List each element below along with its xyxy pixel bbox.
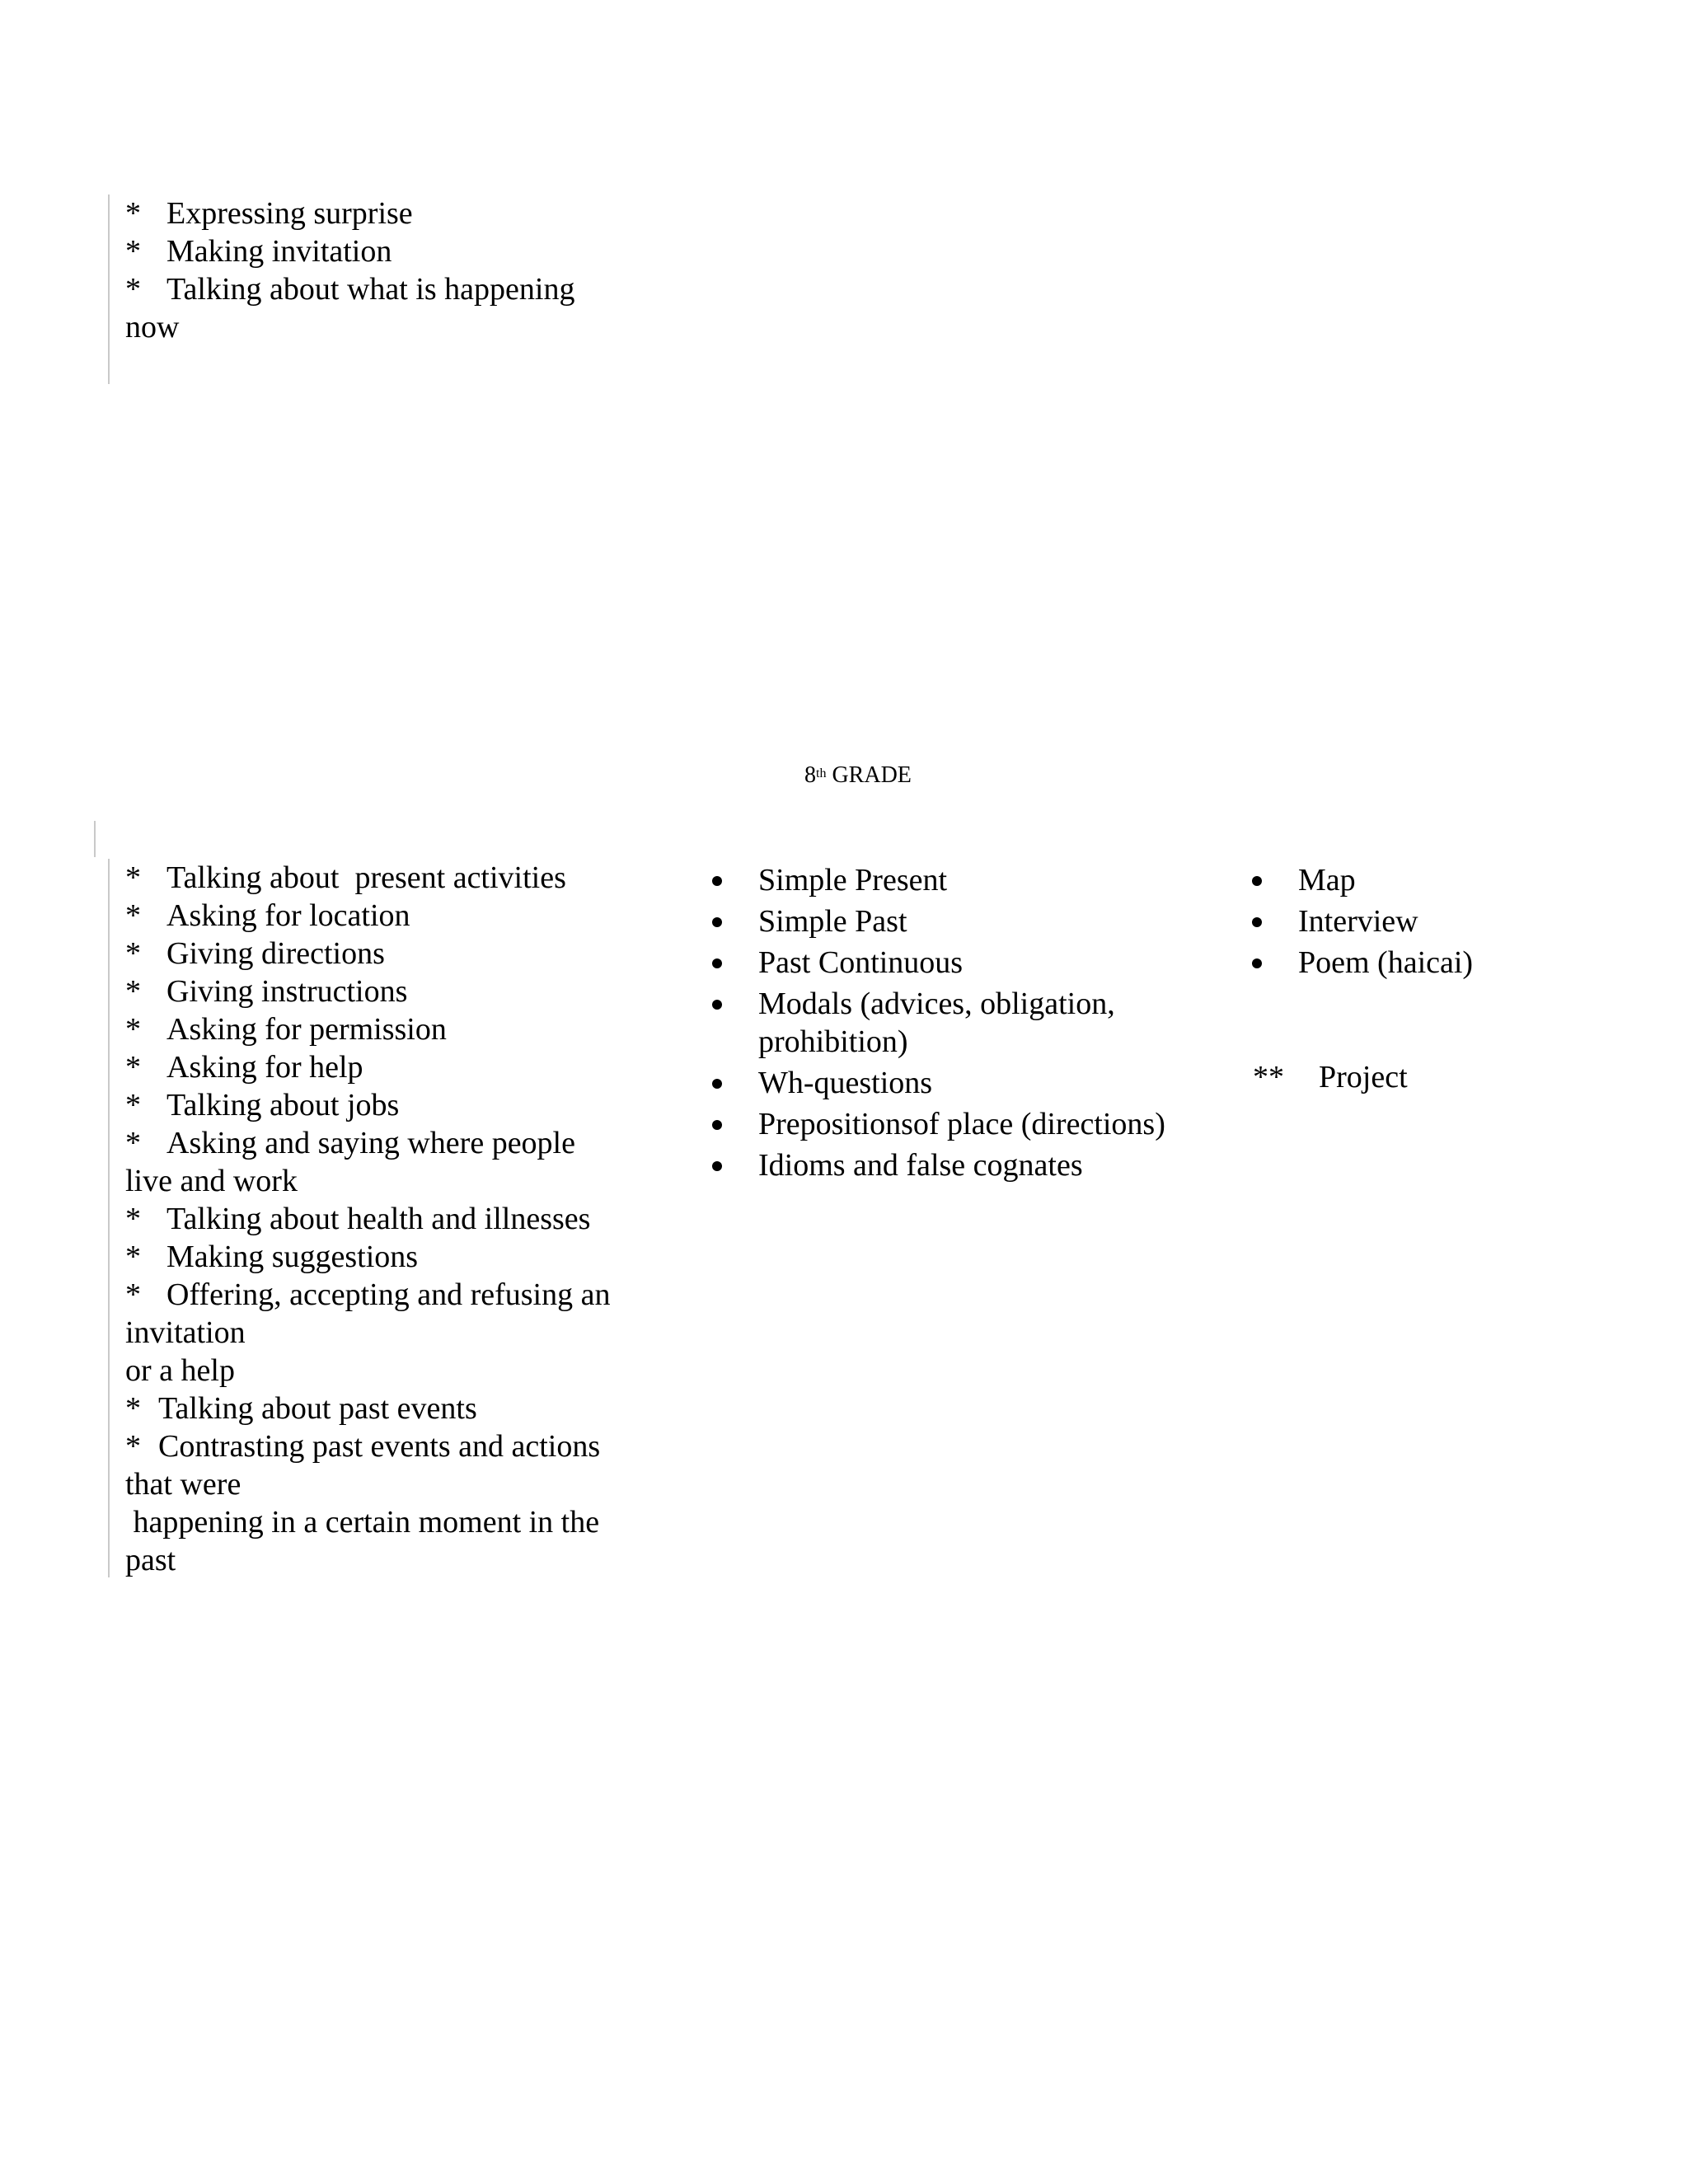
list-item-continuation: or a help <box>125 1353 235 1388</box>
project-line <box>1253 1058 1648 1096</box>
list-item: * Contrasting past events and actions <box>125 1429 601 1464</box>
list-item: * Asking for help <box>125 1050 363 1085</box>
top-section-border <box>108 194 110 384</box>
list-item: * Asking for permission <box>125 1012 447 1047</box>
list-item: * Talking about past events <box>125 1391 477 1426</box>
list-item-continuation: that were <box>125 1467 241 1502</box>
list-item: Simple Present <box>709 861 1170 899</box>
list-item: * Talking about jobs <box>125 1088 400 1122</box>
grade-number: 8 <box>804 762 816 788</box>
list-item: Idioms and false cognates <box>709 1146 1170 1184</box>
list-item-continuation: live and work <box>125 1164 298 1198</box>
list-item: Wh-questions <box>709 1064 1170 1102</box>
list-item-continuation: invitation <box>125 1315 246 1350</box>
list-item: * Expressing surprise <box>125 196 413 231</box>
list-item: Prepositionsof place (directions) <box>709 1105 1170 1143</box>
list-item: * Making invitation <box>125 234 392 269</box>
grade-title: GRADE <box>832 762 912 788</box>
products-list <box>1249 861 1644 985</box>
bullet-icon <box>712 958 722 968</box>
grade-superscript: th <box>816 766 827 780</box>
list-item: Interview <box>1249 902 1644 940</box>
project-marker: ** <box>1253 1060 1284 1094</box>
list-item: Poem (haicai) <box>1249 944 1644 982</box>
list-item: * Asking for location <box>125 898 410 933</box>
bullet-icon <box>1252 958 1262 968</box>
list-item: * Talking about what is happening <box>125 272 575 307</box>
functions-border <box>108 859 110 1577</box>
list-item: Map <box>1249 861 1644 899</box>
bullet-icon <box>712 1000 722 1010</box>
list-item: * Asking and saying where people <box>125 1126 575 1160</box>
top-section-list <box>125 194 653 346</box>
list-item-continuation: now <box>125 310 180 344</box>
list-item: * Talking about health and illnesses <box>125 1202 591 1236</box>
bullet-icon <box>712 1161 722 1171</box>
bullet-icon <box>712 1120 722 1130</box>
grade-heading <box>804 762 912 790</box>
bullet-icon <box>712 1079 722 1089</box>
list-item: Modals (advices, obligation, prohibition) <box>709 985 1170 1061</box>
bullet-icon <box>1252 876 1262 886</box>
list-item-continuation: happening in a certain moment in the <box>125 1505 600 1540</box>
bullet-icon <box>712 876 722 886</box>
list-item: * Talking about present activities <box>125 860 566 895</box>
project-label: Project <box>1319 1060 1408 1094</box>
list-item: Past Continuous <box>709 944 1170 982</box>
list-item-continuation: past <box>125 1543 176 1577</box>
bullet-icon <box>1252 917 1262 927</box>
grammar-list <box>709 861 1170 1188</box>
list-item: * Making suggestions <box>125 1240 419 1274</box>
list-item: Simple Past <box>709 902 1170 940</box>
section-marker-line <box>94 821 96 857</box>
list-item: * Giving instructions <box>125 974 408 1009</box>
list-item: * Giving directions <box>125 936 385 971</box>
list-item: * Offering, accepting and refusing an <box>125 1277 611 1312</box>
bullet-icon <box>712 917 722 927</box>
functions-list <box>125 859 653 1579</box>
